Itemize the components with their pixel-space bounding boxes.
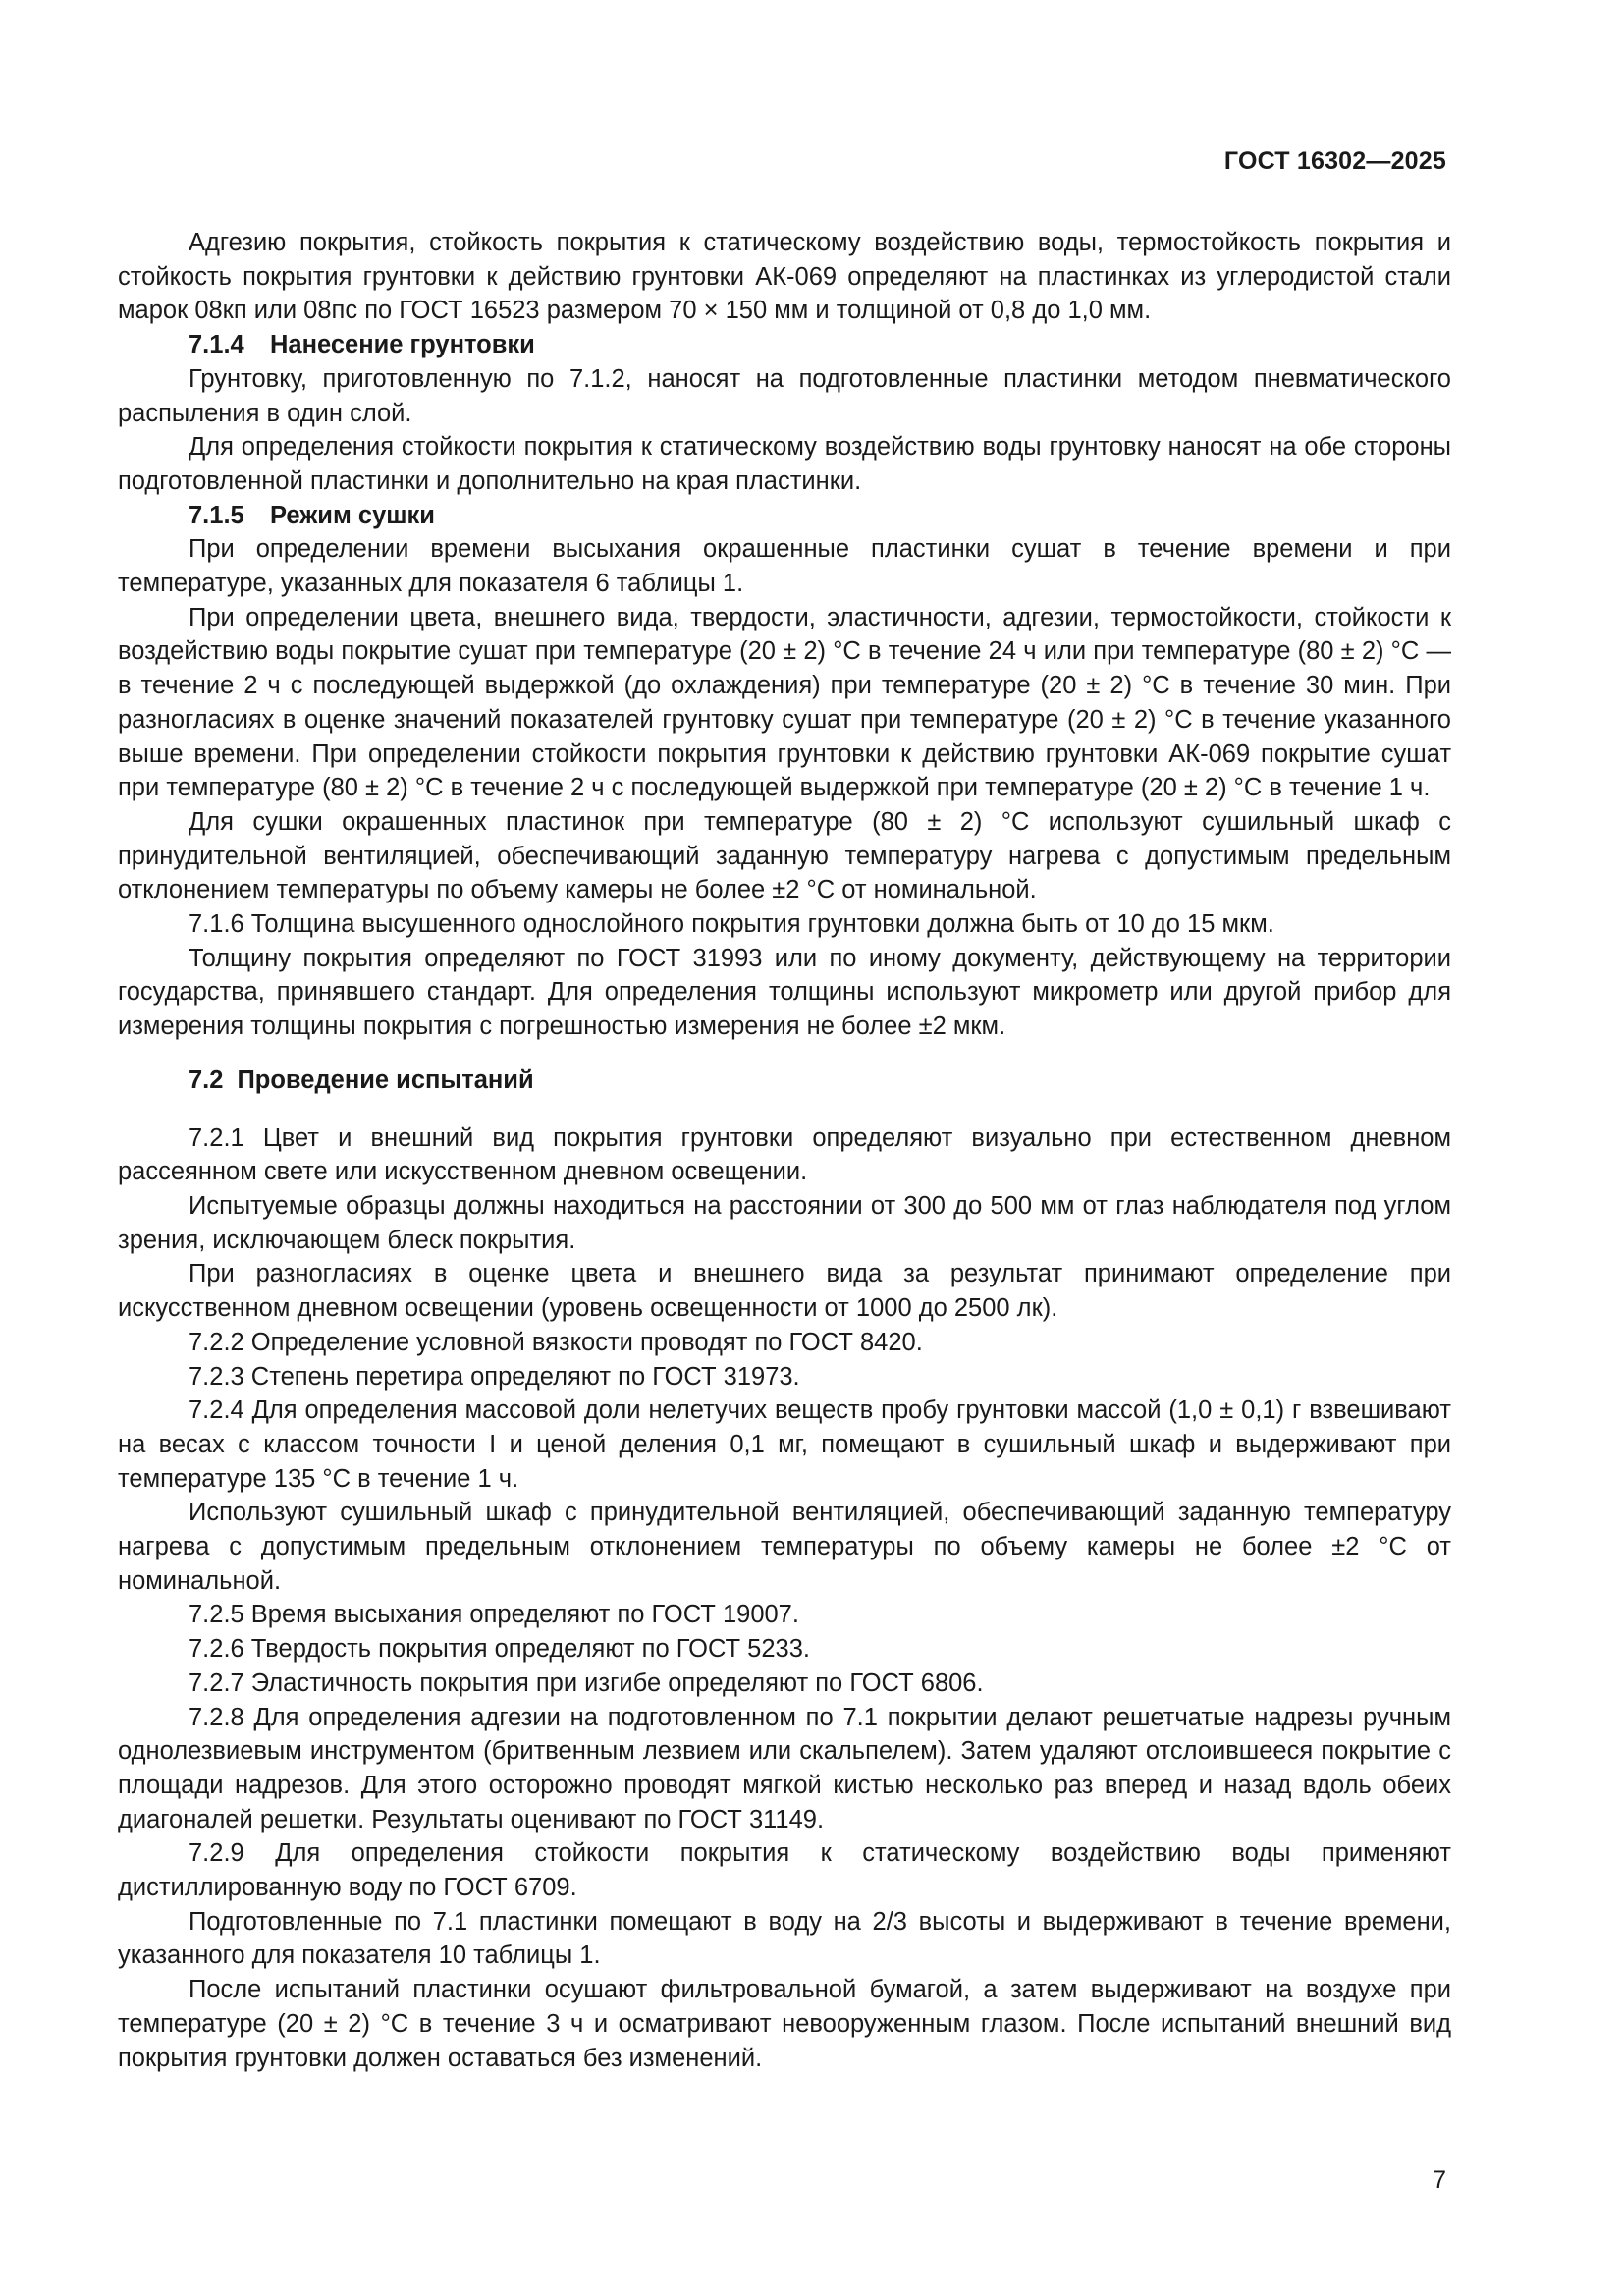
paragraph: 7.2.5 Время высыхания определяют по ГОСТ 19007. bbox=[189, 1601, 799, 1629]
paragraph: Используют сушильный шкаф с принудительной вентиляцией, обеспечивающий заданную температуру нагрева с допустимым предельным отклонением температуры по объему камеры не более ±2 °С от номинальной. bbox=[118, 1499, 1451, 1595]
paragraph: 7.2.7 Эластичность покрытия при изгибе определяют по ГОСТ 6806. bbox=[189, 1668, 984, 1697]
paragraph: 7.2.6 Твердость покрытия определяют по ГОСТ 5233. bbox=[189, 1635, 810, 1664]
paragraph: Подготовленные по 7.1 пластинки помещают в воду на 2/3 высоты и выдерживают в течение времени, указанного для показателя 10 таблицы 1. bbox=[118, 1907, 1451, 1970]
paragraph: При определении цвета, внешнего вида, твердости, эластичности, адгезии, термостойкости, стойкости к воздействию воды покрытие сушат при температуре (20 ± 2) °С в течение 24 ч или при температуре (80 ± 2) °С — в течение 2 ч с последующей выдержкой (до охлаждения) при температуре (20 ± 2) °С в течение 30 мин. При разногласиях в оценке значений показателей грунтовку сушат при температуре (20 ± 2) °С в течение указанного выше времени. При определении стойкости покрытия грунтовки к действию грунтовки АК-069 покрытие сушат при температуре (80 ± 2) °С в течение 2 ч с последующей выдержкой при температуре (20 ± 2) °С в течение 1 ч. bbox=[118, 603, 1451, 802]
paragraph: 7.2.2 Определение условной вязкости проводят по ГОСТ 8420. bbox=[189, 1328, 923, 1356]
heading-title: Режим сушки bbox=[270, 501, 435, 529]
paragraph: Адгезию покрытия, стойкость покрытия к статическому воздействию воды, термостойкость покрытия и стойкость покрытия грунтовки к действию грунтовки АК-069 определяют на пластинках из углеродистой стали марок 08кп или 08пс по ГОСТ 16523 размером 70 × 150 мм и толщиной от 0,8 до 1,0 мм. bbox=[118, 229, 1451, 325]
document-body bbox=[118, 226, 1451, 2075]
subsection-heading bbox=[118, 499, 1451, 533]
paragraph: 7.1.6 Толщина высушенного однослойного покрытия грунтовки должна быть от 10 до 15 мкм. bbox=[189, 910, 1274, 939]
paragraph: При разногласиях в оценке цвета и внешнего вида за результат принимают определение при искусственном дневном освещении (уровень освещенности от 1000 до 2500 лк). bbox=[118, 1260, 1451, 1323]
section-heading bbox=[118, 1064, 1451, 1098]
subsection-heading bbox=[118, 328, 1451, 362]
paragraph: 7.2.4 Для определения массовой доли нелетучих веществ пробу грунтовки массой (1,0 ± 0,1) г взвешивают на весах с классом точности I и ценой деления 0,1 мг, помещают в сушильный шкаф и выдерживают при температуре 135 °С в течение 1 ч. bbox=[118, 1396, 1451, 1493]
paragraph: 7.2.9 Для определения стойкости покрытия к статическому воздействию воды применяют дистиллированную воду по ГОСТ 6709. bbox=[118, 1839, 1451, 1902]
paragraph: После испытаний пластинки осушают фильтровальной бумагой, а затем выдерживают на воздухе при температуре (20 ± 2) °С в течение 3 ч и осматривают невооруженным глазом. После испытаний внешний вид покрытия грунтовки должен оставаться без изменений. bbox=[118, 1976, 1451, 2072]
paragraph: Испытуемые образцы должны находиться на расстоянии от 300 до 500 мм от глаз наблюдателя под углом зрения, исключающем блеск покрытия. bbox=[118, 1191, 1451, 1254]
heading-number: 7.2 bbox=[189, 1066, 224, 1094]
paragraph: Для определения стойкости покрытия к статическому воздействию воды грунтовку наносят на обе стороны подготовленной пластинки и дополнительно на края пластинки. bbox=[118, 433, 1451, 495]
heading-number: 7.1.5 bbox=[189, 501, 244, 529]
paragraph: 7.2.1 Цвет и внешний вид покрытия грунтовки определяют визуально при естественном дневном рассеянном свете или искусственном дневном освещении. bbox=[118, 1123, 1451, 1186]
paragraph: 7.2.3 Степень перетира определяют по ГОСТ 31973. bbox=[189, 1362, 800, 1391]
paragraph: При определении времени высыхания окрашенные пластинки сушат в течение времени и при температуре, указанных для показателя 6 таблицы 1. bbox=[118, 535, 1451, 598]
heading-title: Проведение испытаний bbox=[237, 1066, 534, 1094]
document-code-header: ГОСТ 16302—2025 bbox=[1223, 147, 1446, 175]
paragraph: 7.2.8 Для определения адгезии на подготовленном по 7.1 покрытии делают решетчатые надрезы ручным однолезвиевым инструментом (бритвенным лезвием или скальпелем). Затем удаляют отслоившееся покрытие с площади надрезов. Для этого осторожно проводят мягкой кистью несколько раз вперед и назад вдоль обеих диагоналей решетки. Результаты оценивают по ГОСТ 31149. bbox=[118, 1703, 1451, 1833]
heading-title: Нанесение грунтовки bbox=[270, 331, 535, 359]
paragraph: Толщину покрытия определяют по ГОСТ 31993 или по иному документу, действующему на территории государства, принявшего стандарт. Для определения толщины используют микрометр или другой прибор для измерения толщины покрытия с погрешностью измерения не более ±2 мкм. bbox=[118, 944, 1451, 1041]
paragraph: Для сушки окрашенных пластинок при температуре (80 ± 2) °С используют сушильный шкаф с принудительной вентиляцией, обеспечивающий заданную температуру нагрева с допустимым предельным отклонением температуры по объему камеры не более ±2 °С от номинальной. bbox=[118, 807, 1451, 904]
heading-number: 7.1.4 bbox=[189, 331, 244, 359]
paragraph: Грунтовку, приготовленную по 7.1.2, наносят на подготовленные пластинки методом пневматического распыления в один слой. bbox=[118, 364, 1451, 427]
page-number: 7 bbox=[1433, 2166, 1446, 2194]
